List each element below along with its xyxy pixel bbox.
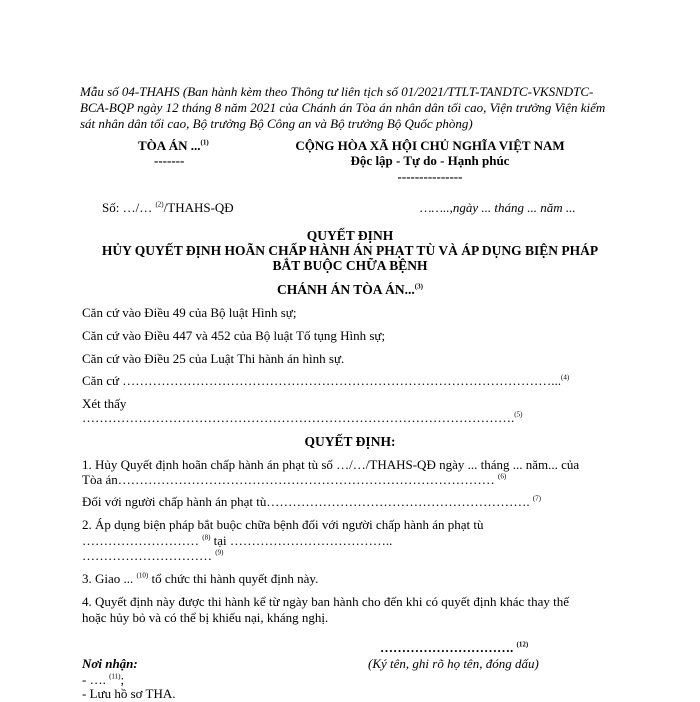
decision-subtitle-1: HỦY QUYẾT ĐỊNH HOÃN CHẤP HÀNH ÁN PHẠT TÙ VÀ ÁP DỤNG BIỆN PHÁP <box>101 243 599 258</box>
court-dashes: ------- <box>154 153 185 168</box>
item-2-line-1: 2. Áp dụng biện pháp bắt buộc chữa bệnh đối với người chấp hành án phạt tù <box>82 517 484 532</box>
item-2-line-3: ………………………… $^{(9)}$ <box>82 548 224 563</box>
item-1-line-1: 1. Hủy Quyết định hoãn chấp hành án phạt tù số …/…/THAHS-QĐ ngày ... tháng ... năm... của <box>82 457 580 472</box>
decision-number: Số: …/… $^{(2)}$/THAHS-QĐ <box>102 200 234 215</box>
item-4-line-2: hoặc hủy bỏ và có thể bị khiếu nại, kháng nghị. <box>82 610 329 625</box>
chief-judge-title: CHÁNH ÁN TÒA ÁN...$^{(3)}$ <box>277 282 423 297</box>
decision-heading: QUYẾT ĐỊNH: <box>304 434 396 449</box>
item-3-line: 3. Giao ... $^{(10)}$ tổ chức thi hành quyết định này. <box>82 571 319 586</box>
national-motto: Độc lập - Tự do - Hạnh phúc <box>350 153 510 168</box>
signature-dots: …………………………. $^{(12)}$ <box>380 640 529 655</box>
basis-line-3: Căn cứ vào Điều 25 của Luật Thi hành án hình sự. <box>82 351 345 366</box>
xet-thay-label: Xét thấy <box>82 396 127 411</box>
item-1-line-2: Tòa án…………………………………………………………………………… $^{(6)}$ <box>82 472 507 487</box>
item-4-line-1: 4. Quyết định này được thi hành kể từ ngày ban hành cho đến khi có quyết định khác thay thế <box>82 594 570 609</box>
basis-line-1: Căn cứ vào Điều 49 của Bộ luật Hình sự; <box>82 305 297 320</box>
date-line: ……..,ngày ... tháng ... năm ... <box>420 200 576 215</box>
court-name: TÒA ÁN ...$^{(1)}$ <box>138 138 209 153</box>
xet-thay-dots: ……………………………………………………………………………………….$^{(5)}$ <box>82 410 523 425</box>
signature-instruction: (Ký tên, ghi rõ họ tên, đóng dấu) <box>368 656 539 671</box>
item-1b-line: Đối với người chấp hành án phạt tù……………………………………………………. $^{(7)}$ <box>82 494 542 509</box>
national-dashes: --------------- <box>397 169 463 184</box>
decision-subtitle-2: BẮT BUỘC CHỮA BỆNH <box>272 258 428 273</box>
basis-line-2: Căn cứ vào Điều 447 và 452 của Bộ luật Tố tụng Hình sự; <box>82 328 386 343</box>
national-title: CỘNG HÒA XÃ HỘI CHỦ NGHĨA VIỆT NAM <box>295 138 565 153</box>
recipients-label: Nơi nhận: <box>82 656 138 671</box>
item-2-line-2: ……………………… $^{(8)}$ tại ……………………………….. <box>82 533 393 548</box>
recipient-item-1: - …. $^{(11)}$; <box>82 672 125 687</box>
decision-title: QUYẾT ĐỊNH <box>306 228 394 243</box>
basis-line-4: Căn cứ ………………………………………………………………………………………...$^{(4)}$ <box>82 373 570 388</box>
form-header-note: Mẫu số 04-THAHS (Ban hành kèm theo Thông tư liên tịch số 01/2021/TTLT-TANDTC-VKSNDTC-BCA-BQP ngày 12 tháng 8 năm 2021 của Chánh án Tòa án nhân dân tối cao, Viện trưởng Viện kiểm sát nhân dân tối cao, Bộ trưởng Bộ Công an và Bộ trưởng Bộ Quốc phòng) <box>80 84 606 131</box>
recipient-item-2: - Lưu hồ sơ THA. <box>82 686 176 701</box>
